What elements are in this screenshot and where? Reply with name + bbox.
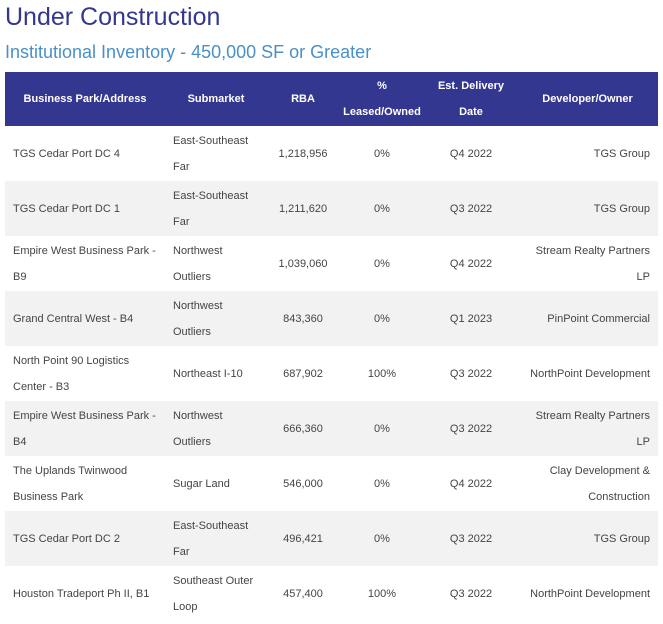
cell-address: TGS Cedar Port DC 1	[5, 181, 165, 236]
cell-address: Empire West Business Park - B9	[13, 244, 156, 283]
cell-developer: NorthPoint Development	[530, 587, 650, 600]
cell-delivery: Q4 2022	[449, 257, 493, 270]
page-subtitle: Institutional Inventory - 450,000 SF or Greater	[5, 42, 372, 62]
cell-submarket: East-Southeast Far	[173, 134, 249, 173]
cell-leased: 0%	[374, 147, 390, 160]
cell-address: Houston Tradeport Ph II, B1	[13, 587, 150, 600]
cell-developer: NorthPoint Development	[530, 367, 650, 380]
cell-leased: 100%	[367, 367, 397, 380]
cell-leased: 100%	[367, 587, 397, 600]
cell-leased: 0%	[374, 477, 390, 490]
header-leased: % Leased/Owned	[339, 72, 425, 126]
header-delivery: Est. Delivery Date	[425, 72, 517, 126]
table-header-row	[5, 72, 658, 126]
cell-leased: 0%	[374, 257, 390, 270]
table-row	[5, 511, 658, 566]
cell-delivery: Q3 2022	[425, 511, 517, 566]
inventory-table	[5, 72, 658, 621]
cell-developer: PinPoint Commercial	[517, 291, 658, 346]
cell-submarket: East-Southeast Far	[165, 511, 267, 566]
cell-rba: 496,421	[267, 511, 339, 566]
cell-address: The Uplands Twinwood Business Park	[13, 464, 128, 503]
table-row	[5, 181, 658, 236]
cell-delivery: Q3 2022	[449, 367, 493, 380]
cell-rba: 1,211,620	[267, 181, 339, 236]
table-row	[5, 456, 658, 511]
table-row	[5, 236, 658, 291]
cell-submarket: East-Southeast Far	[165, 181, 267, 236]
cell-submarket: Northwest Outliers	[165, 291, 267, 346]
cell-developer: TGS Group	[517, 181, 658, 236]
cell-leased: 0%	[339, 401, 425, 456]
cell-developer: Clay Development & Construction	[549, 464, 650, 503]
page-title: Under Construction	[5, 3, 221, 31]
cell-delivery: Q4 2022	[449, 477, 493, 490]
cell-address: Grand Central West - B4	[5, 291, 165, 346]
cell-address: North Point 90 Logistics Center - B3	[13, 354, 130, 393]
cell-developer: Stream Realty Partners LP	[535, 244, 650, 283]
table-row	[5, 126, 658, 181]
cell-developer: Stream Realty Partners LP	[517, 401, 658, 456]
header-rba: RBA	[267, 72, 339, 126]
cell-delivery: Q4 2022	[449, 147, 493, 160]
cell-rba: 546,000	[283, 477, 323, 490]
table-row	[5, 566, 658, 621]
cell-delivery: Q3 2022	[425, 401, 517, 456]
cell-rba: 1,218,956	[278, 147, 328, 160]
cell-rba: 666,360	[267, 401, 339, 456]
header-developer: Developer/Owner	[517, 72, 658, 126]
table-row	[5, 291, 658, 346]
cell-leased: 0%	[339, 291, 425, 346]
cell-rba: 457,400	[283, 587, 323, 600]
cell-submarket: Northeast I-10	[173, 367, 243, 380]
table-body	[5, 126, 658, 621]
header-submarket: Submarket	[165, 72, 267, 126]
cell-rba: 843,360	[267, 291, 339, 346]
header-address: Business Park/Address	[5, 72, 165, 126]
cell-delivery: Q3 2022	[449, 587, 493, 600]
cell-leased: 0%	[339, 181, 425, 236]
cell-delivery: Q3 2022	[425, 181, 517, 236]
cell-rba: 1,039,060	[278, 257, 328, 270]
cell-developer: TGS Group	[593, 147, 650, 160]
cell-leased: 0%	[339, 511, 425, 566]
cell-submarket: Northwest Outliers	[165, 401, 267, 456]
cell-address: TGS Cedar Port DC 4	[13, 147, 120, 160]
cell-developer: TGS Group	[517, 511, 658, 566]
cell-rba: 687,902	[283, 367, 323, 380]
cell-submarket: Southeast Outer Loop	[173, 574, 254, 613]
table-row	[5, 346, 658, 401]
cell-address: Empire West Business Park - B4	[5, 401, 165, 456]
cell-submarket: Sugar Land	[173, 477, 230, 490]
table-row	[5, 401, 658, 456]
cell-submarket: Northwest Outliers	[173, 244, 223, 283]
cell-delivery: Q1 2023	[425, 291, 517, 346]
cell-address: TGS Cedar Port DC 2	[5, 511, 165, 566]
